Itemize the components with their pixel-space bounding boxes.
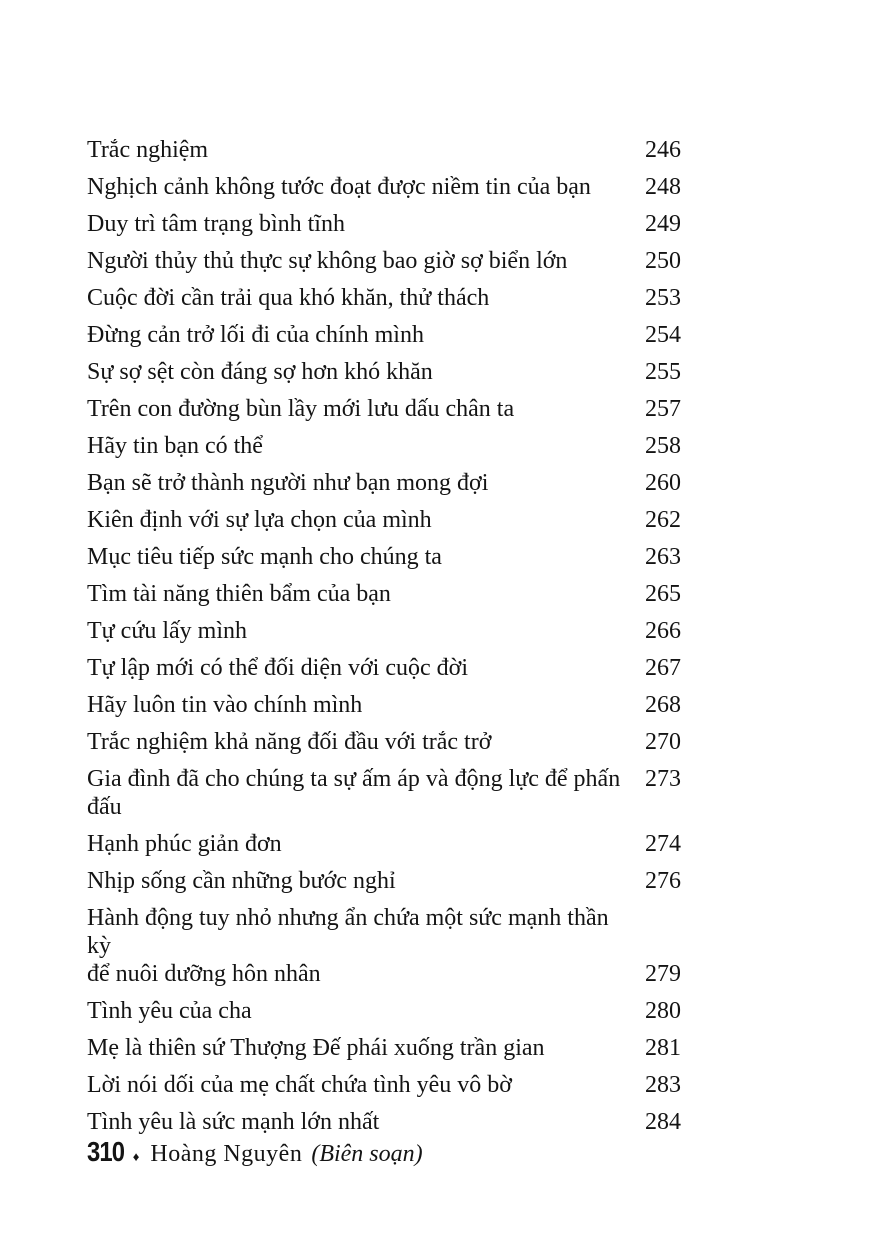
toc-entry-page-number: 248: [645, 174, 681, 200]
toc-entry: [87, 993, 681, 1030]
toc-entry-title: Kiên định với sự lựa chọn của mình: [87, 507, 432, 533]
toc-entry: [87, 900, 681, 993]
toc-entry-page-number: 274: [645, 831, 681, 857]
toc-entry: [87, 317, 681, 354]
footer-folio-number: 310: [87, 1136, 125, 1167]
toc-entry-page-number: 281: [645, 1035, 681, 1061]
toc-entry-page-number: 257: [645, 396, 681, 422]
toc-entry: [87, 206, 681, 243]
page-footer: [87, 1138, 423, 1168]
toc-entry: [87, 169, 681, 206]
toc-entry-title: Trắc nghiệm khả năng đối đầu với trắc trở: [87, 729, 492, 755]
toc-entry-page-number: 273: [645, 766, 681, 792]
toc-entry-page-number: 270: [645, 729, 681, 755]
toc-entry-page-number: 268: [645, 692, 681, 718]
toc-entry: [87, 280, 681, 317]
toc-entry: [87, 863, 681, 900]
toc-entry-page-number: 284: [645, 1109, 681, 1135]
toc-entry-page-number: 258: [645, 433, 681, 459]
toc-entry-title: Hạnh phúc giản đơn: [87, 831, 282, 857]
toc-entry-title: Người thủy thủ thực sự không bao giờ sợ biển lớn: [87, 248, 568, 274]
toc-entry-title: Duy trì tâm trạng bình tĩnh: [87, 211, 345, 237]
toc-entry-title: Sự sợ sệt còn đáng sợ hơn khó khăn: [87, 359, 433, 385]
toc-entry-title: Tình yêu của cha: [87, 998, 252, 1024]
toc-entry: [87, 724, 681, 761]
footer-author-name: Hoàng Nguyên: [150, 1141, 303, 1167]
toc-entry-page-number: 276: [645, 868, 681, 894]
toc-entry-title: Trắc nghiệm: [87, 137, 209, 163]
toc-entry: [87, 1067, 681, 1104]
toc-entry-page-number: 262: [645, 507, 681, 533]
toc-entry: [87, 539, 681, 576]
toc-entry-page-number: 249: [645, 211, 681, 237]
diamond-icon: ♦: [132, 1149, 140, 1164]
toc-entry-title: Tìm tài năng thiên bẩm của bạn: [87, 581, 391, 607]
toc-entry: [87, 1030, 681, 1067]
toc-entry-title: Lời nói dối của mẹ chất chứa tình yêu vô bờ: [87, 1072, 512, 1098]
toc-entry-title: Tình yêu là sức mạnh lớn nhất: [87, 1109, 380, 1135]
toc-entry-page-number: 279: [645, 961, 681, 987]
toc-entry: [87, 1104, 681, 1141]
toc-entry: [87, 354, 681, 391]
toc-entry-title: Mục tiêu tiếp sức mạnh cho chúng ta: [87, 544, 442, 570]
toc-entry: [87, 687, 681, 724]
toc-entry-title: Gia đình đã cho chúng ta sự ấm áp và động lực để phấn đấu: [87, 766, 621, 820]
toc-entry-page-number: 250: [645, 248, 681, 274]
toc-entry-page-number: 254: [645, 322, 681, 348]
toc-entry: [87, 243, 681, 280]
toc-entry-title: Cuộc đời cần trải qua khó khăn, thử thách: [87, 285, 490, 311]
toc-entry-title: Nhịp sống cần những bước nghỉ: [87, 868, 396, 894]
toc-entry-page-number: 246: [645, 137, 681, 163]
toc-entry-page-number: 265: [645, 581, 681, 607]
toc-entry: [87, 132, 681, 169]
toc-entry-page-number: 263: [645, 544, 681, 570]
toc-entry-title: Hãy tin bạn có thể: [87, 433, 263, 459]
footer-author-role: (Biên soạn): [311, 1141, 423, 1167]
toc-entry-page-number: 255: [645, 359, 681, 385]
toc-entry: [87, 428, 681, 465]
toc-entry-title-line1: Hành động tuy nhỏ nhưng ẩn chứa một sức mạnh thần kỳ: [87, 905, 609, 959]
toc-entry: [87, 650, 681, 687]
toc-entry-page-number: 267: [645, 655, 681, 681]
toc-entry-page-number: 280: [645, 998, 681, 1024]
toc-entry: [87, 465, 681, 502]
toc-list: [87, 132, 681, 1141]
toc-entry-title: Đừng cản trở lối đi của chính mình: [87, 322, 424, 348]
toc-entry: [87, 502, 681, 539]
toc-entry: [87, 576, 681, 613]
toc-entry-title: Hãy luôn tin vào chính mình: [87, 692, 363, 718]
toc-entry-title: Tự lập mới có thể đối diện với cuộc đời: [87, 655, 468, 681]
toc-entry-page-number: 283: [645, 1072, 681, 1098]
toc-entry-page-number: 266: [645, 618, 681, 644]
toc-entry-title: Tự cứu lấy mình: [87, 618, 247, 644]
toc-entry: [87, 826, 681, 863]
toc-entry-title: Trên con đường bùn lầy mới lưu dấu chân ta: [87, 396, 515, 422]
toc-entry-page-number: 260: [645, 470, 681, 496]
toc-entry-title: [87, 904, 635, 988]
toc-entry: [87, 761, 681, 826]
toc-entry-title-line2: để nuôi dưỡng hôn nhân: [87, 961, 321, 987]
toc-entry-title: Bạn sẽ trở thành người như bạn mong đợi: [87, 470, 489, 496]
toc-entry: [87, 613, 681, 650]
toc-entry-title: Nghịch cảnh không tước đoạt được niềm tin của bạn: [87, 174, 591, 200]
toc-entry-title: Mẹ là thiên sứ Thượng Đế phái xuống trần gian: [87, 1035, 545, 1061]
toc-entry-page-number: 253: [645, 285, 681, 311]
toc-entry: [87, 391, 681, 428]
